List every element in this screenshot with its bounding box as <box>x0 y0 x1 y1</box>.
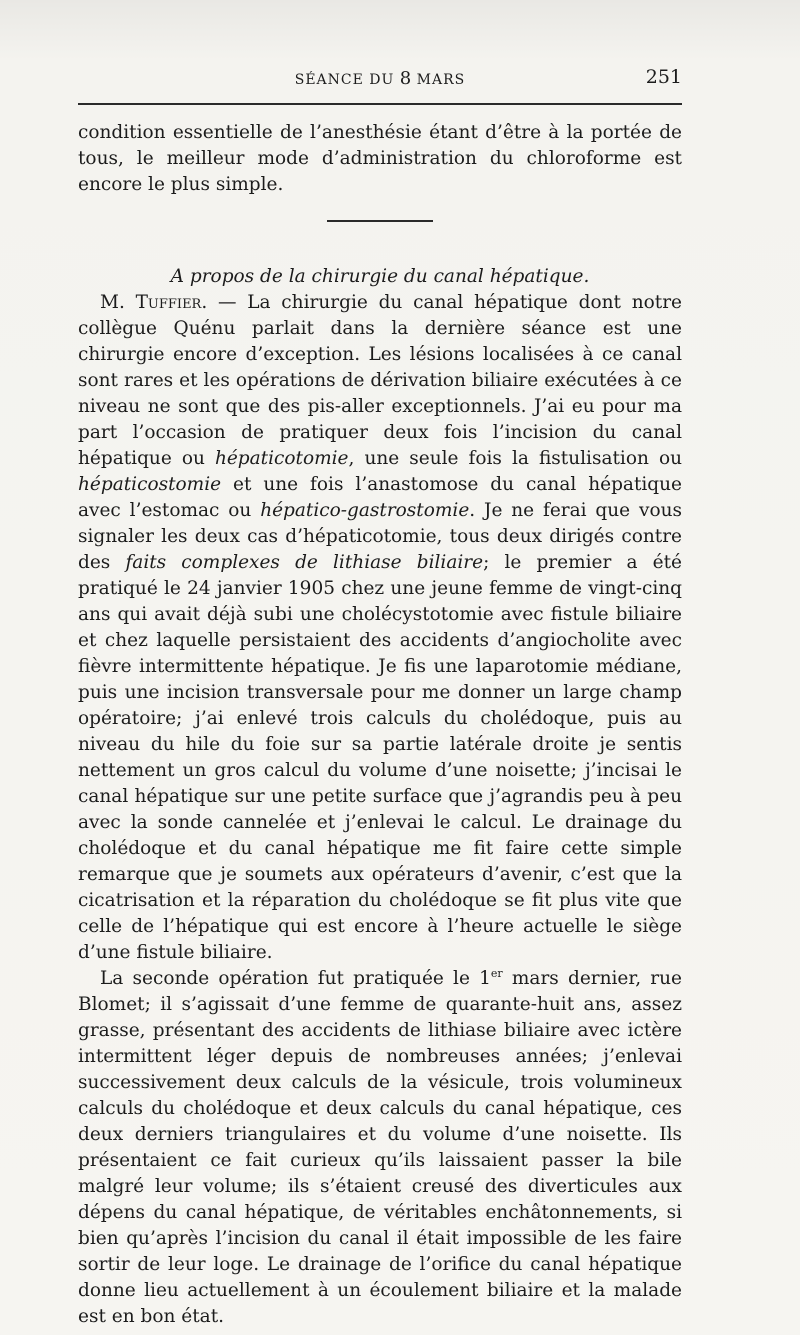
text-run: . — La chirurgie du canal hépatique dont notre collègue Quénu parlait dans la dernière séance est une chirurgie encore d’exception. Les lésions localisées à ce canal sont rares et les opérations de dérivation biliaire exécutées à ce niveau ne sont que des pis-aller exceptionnels. J’ai eu pour ma part l’occasion de pratiquer deux fois l’incision du canal hépatique ou <box>78 291 682 469</box>
running-head-pre: SÉANCE DU <box>294 72 400 88</box>
text-run: et une fois l’anastomose du canal hépatique avec l’estomac ou <box>78 473 682 521</box>
text-run: mars dernier, rue Blomet; il s’agissait d’une femme de quarante-huit ans, assez grasse, présentant des accidents de lithiase biliaire avec ictère intermittent léger depuis de nombreuses années; j’enlevai successivement deux calculs de la vésicule, trois volumineux calculs du cholédoque et deux calculs du canal hépatique, ces deux derniers triangulaires et du volume d’une noisette. Ils présentaient ce fait curieux qu’ils laissaient passer la bile malgré leur volume; ils s’étaient creusé des diverticules aux dépens du canal hépatique, de véritables enchâtonnements, si bien qu’après l’incision du canal il était impossible de les faire sortir de leur loge. Le drainage de l’orifice du canal hépatique donne lieu actuellement à un écoulement biliaire et la malade est en bon état. <box>78 967 682 1327</box>
term-hepaticostomie: hépaticostomie <box>78 473 222 495</box>
ordinal-superscript: er <box>490 966 503 980</box>
text-run: La seconde opération fut pratiquée le 1 <box>100 967 491 989</box>
speaker-prefix: M. <box>100 291 136 313</box>
paragraph-second-operation <box>78 966 682 1330</box>
text-run: , une seule fois la fistulisation ou <box>348 447 682 469</box>
article-body <box>78 120 682 1330</box>
text-run: ; le premier a été pratiqué le 24 janvier 1905 chez une jeune femme de vingt-cinq ans qui avait déjà subi une cholécystotomie avec fistule biliaire et chez laquelle persistaient des accidents d’angiocholite avec fièvre intermittente hépatique. Je fis une laparotomie médiane, puis une incision transversale pour me donner un large champ opératoire; j’ai enlevé trois calculs du cholédoque, puis au niveau du hile du foie sur sa partie latérale droite je sentis nettement un gros calcul du volume d’une noisette; j’incisai le canal hépatique sur une petite surface que j’agrandis peu à peu avec la sonde cannelée et j’enlevai le calcul. Le drainage du cholédoque et du canal hépatique me fit faire cette simple remarque que je soumets aux opérateurs d’avenir, c’est que la cicatrisation et la réparation du cholédoque se fit plus vite que celle de l’hépatique qui est encore à l’heure actuelle le siège d’une fistule biliaire. <box>78 551 682 963</box>
header-rule <box>78 103 682 105</box>
intro-paragraph: condition essentielle de l’anesthésie étant d’être à la portée de tous, le meilleur mode d’administration du chloroforme est encore le plus simple. <box>78 122 682 195</box>
running-head-date: 8 <box>399 68 412 89</box>
page-number: 251 <box>645 66 682 88</box>
paragraph-tuffier <box>78 290 682 966</box>
term-hepatico-gastrostomie: hépatico-gastrostomie <box>260 499 470 521</box>
page-header <box>78 58 682 98</box>
running-head-month: MARS <box>411 72 466 88</box>
term-hepaticotomie: hépaticotomie <box>214 447 349 469</box>
section-separator <box>327 220 433 222</box>
text-run: . Je ne ferai que vous signaler les deux cas d’hépaticotomie, tous deux dirigés contre des <box>78 499 682 573</box>
speaker-name: Tuffier <box>135 291 202 313</box>
term-lithiase-biliaire: faits complexes de lithiase biliaire <box>125 551 484 573</box>
section-title: A propos de la chirurgie du canal hépatique. <box>170 265 590 287</box>
running-head <box>78 68 682 89</box>
